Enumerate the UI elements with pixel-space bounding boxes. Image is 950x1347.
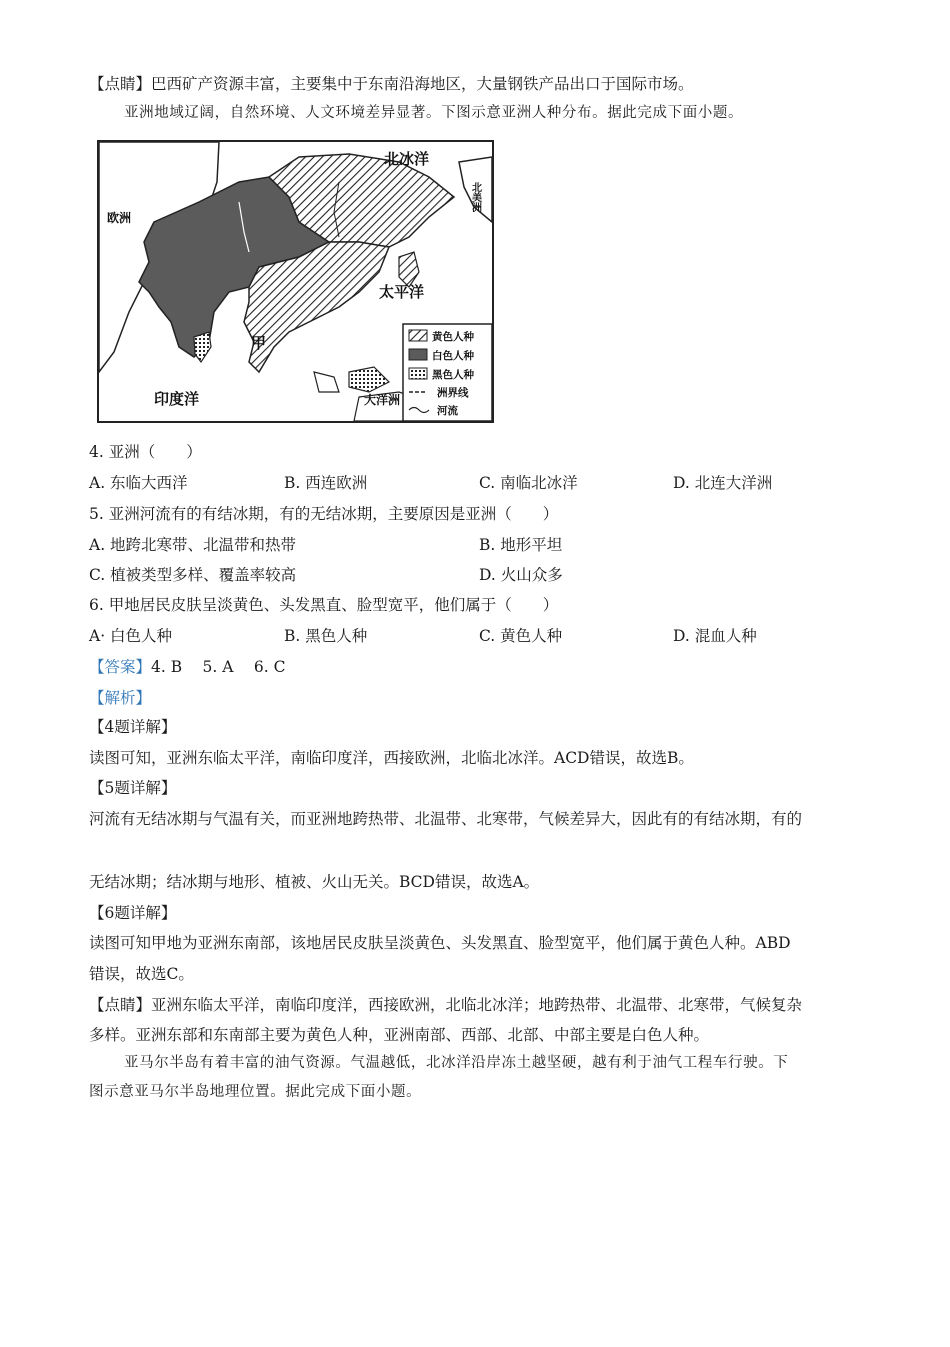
label-north-america: 北美洲 bbox=[469, 182, 481, 212]
answer-tag: 【答案】 bbox=[89, 658, 152, 676]
answer-text: 4. B 5. A 6. C bbox=[151, 658, 286, 676]
q5-option-c: C. 植被类型多样、覆盖率较高 bbox=[89, 566, 297, 584]
dianjing-text-1: 亚洲东临太平洋，南临印度洋，西接欧洲，北临北冰洋；地跨热带、北温带、北寒带，气候复杂 bbox=[151, 996, 803, 1014]
map-svg bbox=[99, 142, 492, 421]
legend-black-swatch bbox=[409, 368, 427, 379]
next-passage-line-1: 亚马尔半岛有着丰富的油气资源。气温越低，北冰洋沿岸冻土越坚硬，越有利于油气工程车行驶。下 bbox=[124, 1055, 789, 1071]
label-indian: 印度洋 bbox=[154, 390, 200, 408]
q6-detail-text-1: 读图可知甲地为亚洲东南部，该地居民皮肤呈淡黄色、头发黑直、脸型宽平，他们属于黄色人种。ABD bbox=[89, 934, 791, 952]
q6-option-a: A· 白色人种 bbox=[89, 627, 173, 645]
q5-detail-text-2: 无结冰期；结冰期与地形、植被、火山无关。BCD错误，故选A。 bbox=[89, 873, 540, 891]
legend-river: 河流 bbox=[437, 405, 458, 417]
black-race-region-2 bbox=[349, 367, 389, 392]
question-4-stem: 4. 亚洲（ ） bbox=[89, 443, 202, 461]
q6-option-d: D. 混血人种 bbox=[673, 627, 757, 645]
q6-option-b: B. 黑色人种 bbox=[284, 627, 368, 645]
q5-detail-text-1: 河流有无结冰期与气温有关，而亚洲地跨热带、北温带、北寒带，气候差异大，因此有的有结冰期，有的 bbox=[89, 810, 803, 828]
q4-option-c: C. 南临北冰洋 bbox=[479, 474, 578, 492]
dianjing-tag: 【点睛】 bbox=[89, 996, 152, 1014]
legend-black: 黑色人种 bbox=[432, 369, 474, 381]
q6-detail-text-2: 错误，故选C。 bbox=[89, 965, 194, 983]
label-arctic: 北冰洋 bbox=[384, 150, 430, 168]
q4-detail-title: 【4题详解】 bbox=[89, 718, 177, 736]
dianjing-line-2: 多样。亚洲东部和东南部主要为黄色人种，亚洲南部、西部、北部、中部主要是白色人种。 bbox=[89, 1026, 710, 1044]
answer-line bbox=[89, 657, 285, 677]
q5-option-b: B. 地形平坦 bbox=[479, 536, 563, 554]
question-5-stem: 5. 亚洲河流有的有结冰期，有的无结冰期，主要原因是亚洲（ ） bbox=[89, 505, 559, 523]
q6-option-c: C. 黄色人种 bbox=[479, 627, 563, 645]
q4-option-b: B. 西连欧洲 bbox=[284, 474, 368, 492]
q5-detail-title: 【5题详解】 bbox=[89, 779, 177, 797]
next-passage-line-2: 图示意亚马尔半岛地理位置。据此完成下面小题。 bbox=[89, 1084, 422, 1100]
dianjing-text: 巴西矿产资源丰富，主要集中于东南沿海地区，大量钢铁产品出口于国际市场。 bbox=[151, 75, 694, 93]
dianjing-tag: 【点睛】 bbox=[89, 75, 152, 93]
dianjing-line-1 bbox=[89, 995, 802, 1015]
map-legend bbox=[403, 324, 492, 421]
island-outline bbox=[314, 372, 339, 392]
label-jia: 甲 bbox=[251, 334, 267, 352]
analysis-tag: 【解析】 bbox=[89, 689, 152, 707]
previous-dianjing-line bbox=[89, 74, 694, 94]
label-europe: 欧洲 bbox=[107, 211, 132, 225]
legend-yellow-swatch bbox=[409, 330, 427, 341]
q5-option-d: D. 火山众多 bbox=[479, 566, 563, 584]
legend-border: 洲界线 bbox=[437, 387, 469, 399]
q4-option-a: A. 东临大西洋 bbox=[89, 474, 188, 492]
q4-option-d: D. 北连大洋洲 bbox=[673, 474, 773, 492]
question-6-stem: 6. 甲地居民皮肤呈淡黄色、头发黑直、脸型宽平，他们属于（ ） bbox=[89, 596, 559, 614]
label-oceania: 大洋洲 bbox=[364, 393, 401, 407]
legend-white: 白色人种 bbox=[432, 350, 474, 362]
q4-detail-text: 读图可知，亚洲东临太平洋，南临印度洋，西接欧洲，北临北冰洋。ACD错误，故选B。 bbox=[89, 749, 694, 767]
q5-option-a: A. 地跨北寒带、北温带和热带 bbox=[89, 536, 297, 554]
asia-race-map bbox=[97, 140, 494, 423]
q6-detail-title: 【6题详解】 bbox=[89, 904, 177, 922]
legend-yellow: 黄色人种 bbox=[432, 331, 474, 343]
black-race-region-1 bbox=[194, 332, 211, 362]
legend-white-swatch bbox=[409, 349, 427, 360]
passage-text: 亚洲地域辽阔，自然环境、人文环境差异显著。下图示意亚洲人种分布。据此完成下面小题。 bbox=[124, 105, 744, 121]
japan-islands bbox=[399, 252, 419, 287]
label-pacific: 太平洋 bbox=[379, 283, 425, 301]
